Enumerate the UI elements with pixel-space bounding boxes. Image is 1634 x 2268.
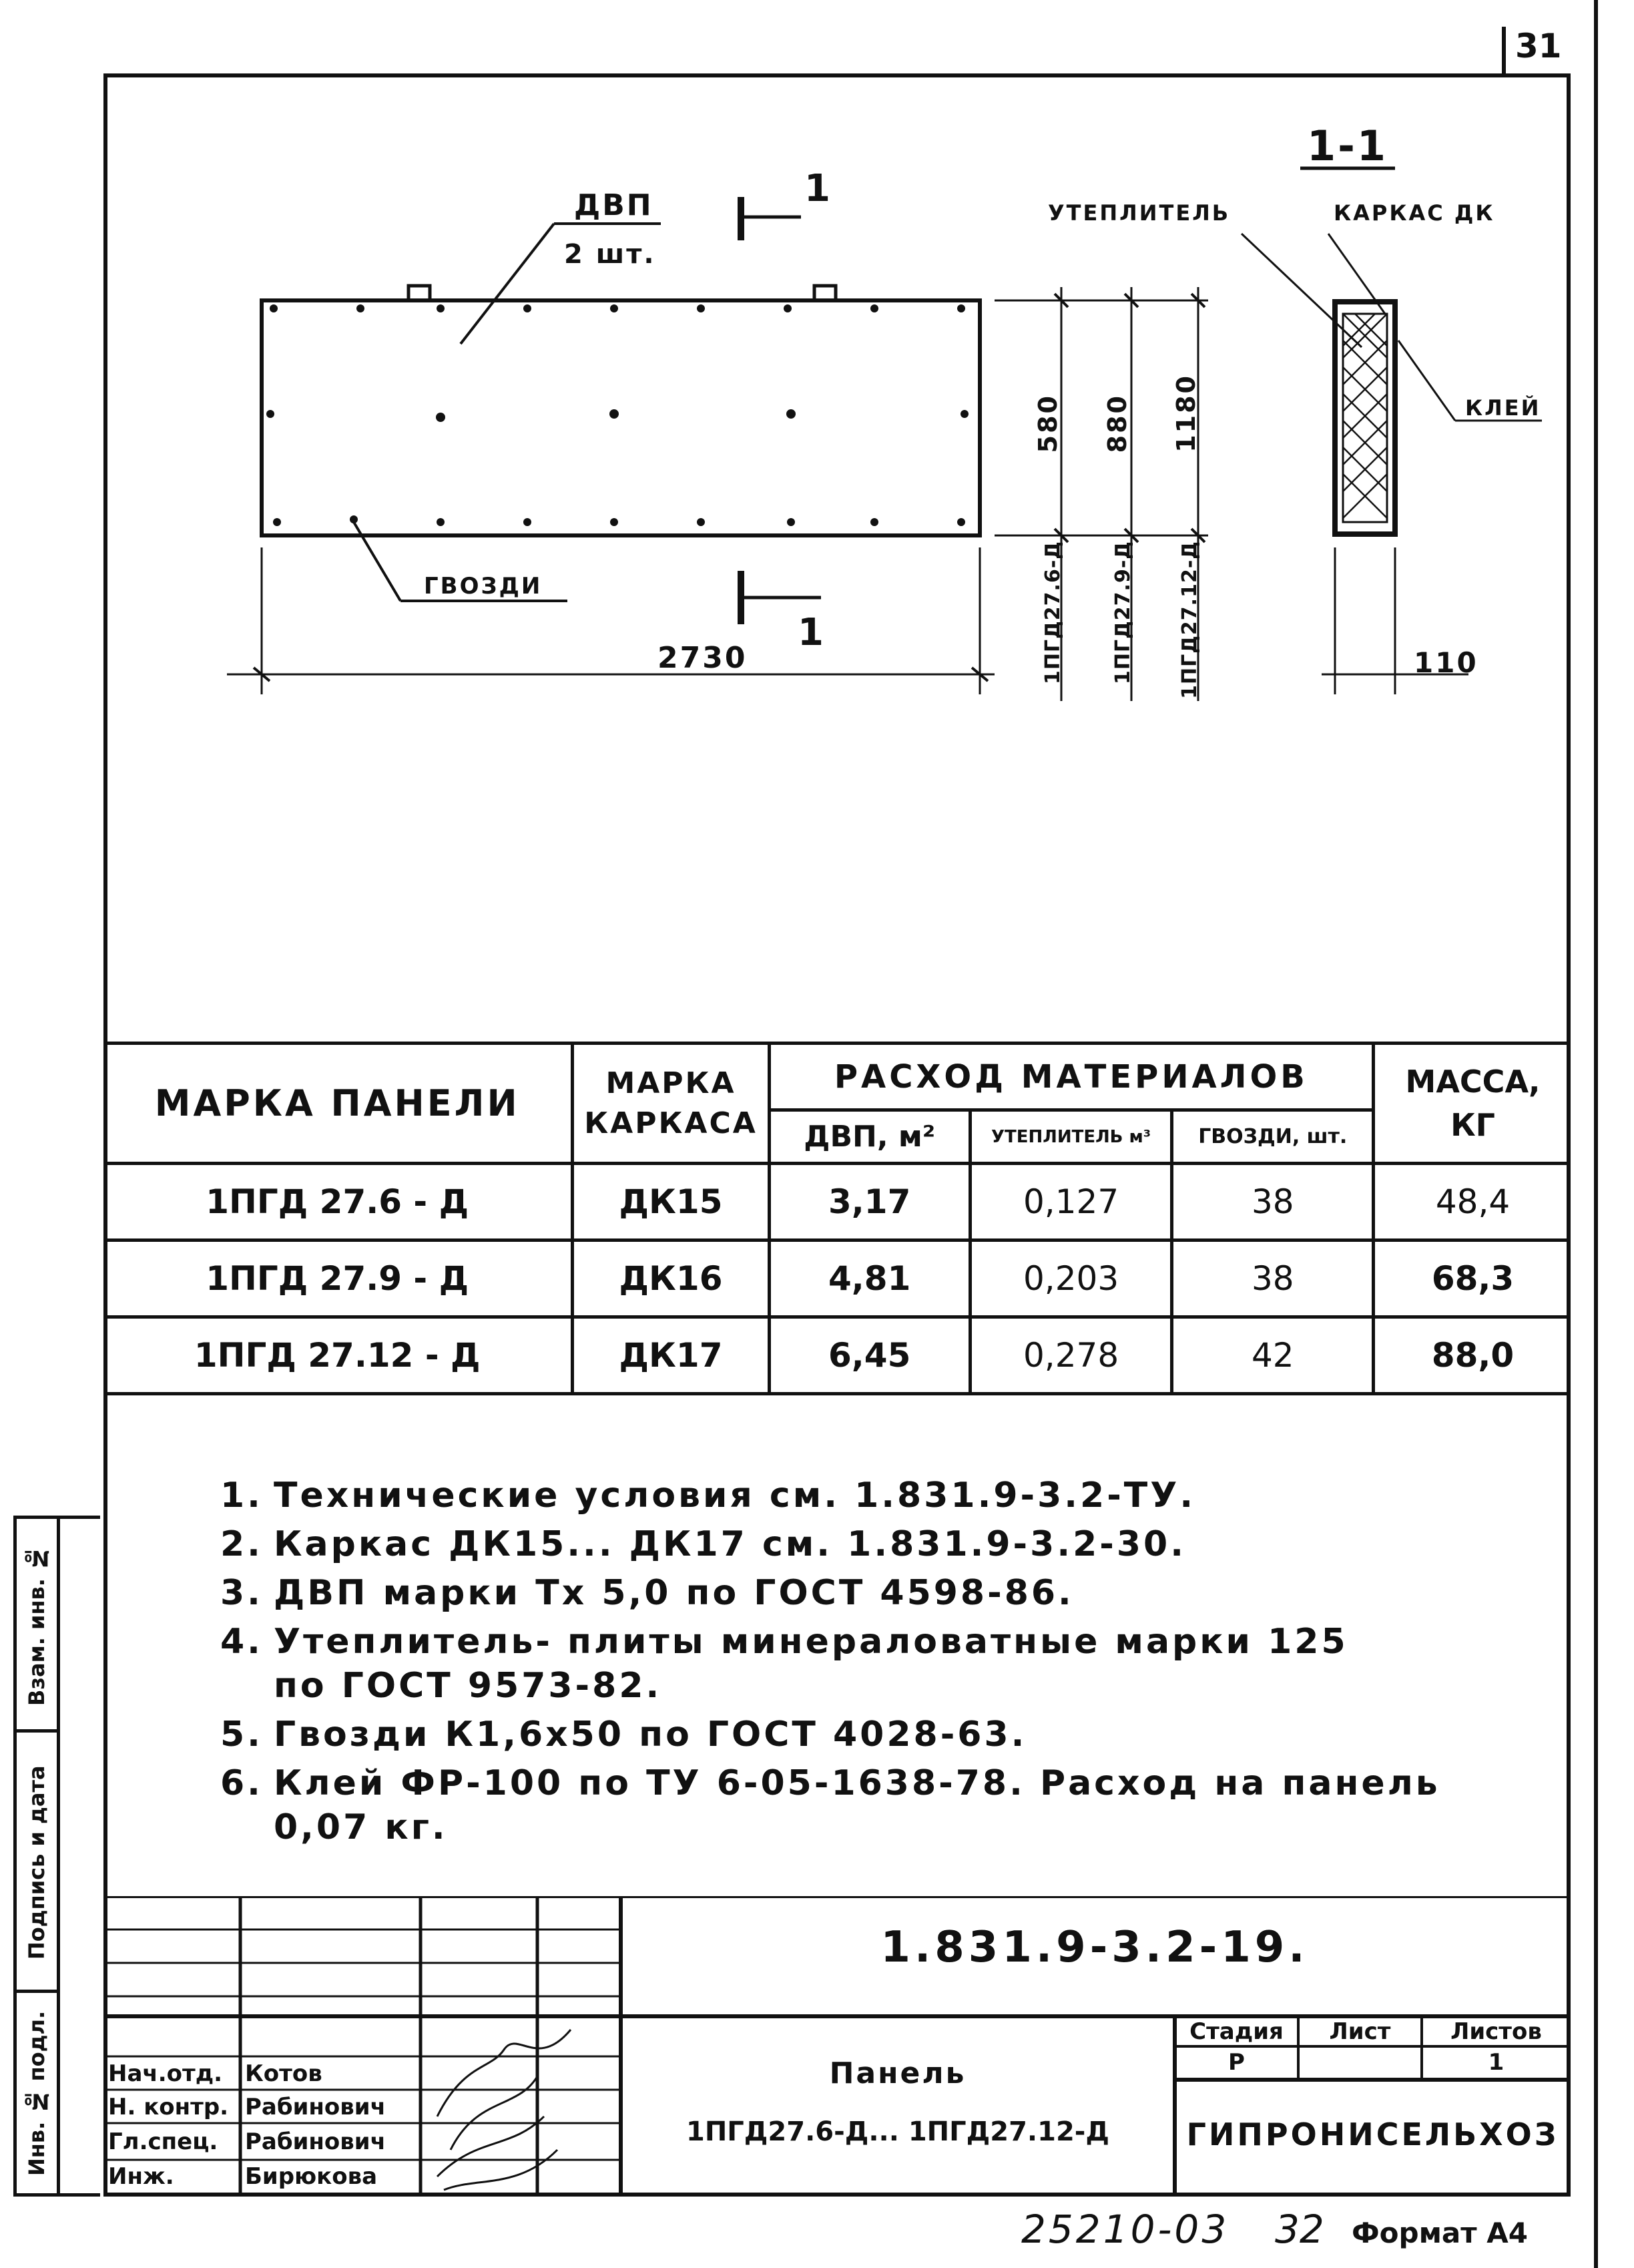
stamp-role: Инж. [108, 2163, 174, 2190]
cell-insulation: 0,127 [970, 1164, 1172, 1240]
archive-number: 25210-03 [1021, 2207, 1230, 2252]
stamp-name: Рабинович [245, 2128, 386, 2155]
header-frame-line2: КАРКАСА [584, 1106, 758, 1140]
dim-thickness: 110 [1414, 646, 1478, 679]
note-text: Каркас ДК15... ДК17 см. 1.831.9-3.2-30. [274, 1524, 1186, 1564]
stamp-organization: ГИПРОНИСЕЛЬХОЗ [1186, 2116, 1559, 2152]
cell-nails: 38 [1172, 1240, 1374, 1317]
section-mark-top: 1 [804, 167, 832, 210]
dim-height-2: 880 [1103, 394, 1132, 453]
stamp-sheets: 1 [1488, 2049, 1505, 2076]
note-item [220, 1763, 1440, 1803]
panel-lug-right [814, 286, 836, 300]
page-number: 31 [1515, 27, 1562, 65]
stamp-header-stage: Стадия [1189, 2018, 1284, 2045]
stamp-title-line2: 1ПГД27.6-Д... 1ПГД27.12-Д [686, 2116, 1110, 2147]
note-text: Технические условия см. 1.831.9-3.2-ТУ. [274, 1476, 1196, 1516]
section-insulation [1343, 314, 1387, 522]
dim-height-1: 580 [1033, 394, 1063, 453]
header-nails: ГВОЗДИ, шт. [1172, 1110, 1374, 1164]
cell-panel: 1ПГД 27.6 - Д [103, 1164, 573, 1240]
cell-frame: ДК16 [573, 1240, 769, 1317]
stamp-title-line1: Панель [829, 2056, 967, 2090]
panel-lug-left [408, 286, 430, 300]
header-dvp: ДВП, м² [769, 1110, 970, 1164]
cell-panel: 1ПГД 27.12 - Д [103, 1317, 573, 1394]
signatures [437, 2030, 571, 2190]
label-frame: КАРКАС ДК [1334, 200, 1495, 226]
cell-nails: 42 [1172, 1317, 1374, 1394]
header-panel: МАРКА ПАНЕЛИ [103, 1044, 573, 1164]
note-number: 1. [220, 1476, 263, 1516]
table-row [103, 1240, 1571, 1317]
cell-frame: ДК17 [573, 1317, 769, 1394]
header-mass-unit: КГ [1450, 1106, 1495, 1143]
note-item [220, 1666, 661, 1706]
note-number: 5. [220, 1715, 263, 1755]
side-label-sign-date: Подпись и дата [24, 1765, 49, 1960]
note-text: 0,07 кг. [274, 1807, 448, 1847]
note-number: 6. [220, 1763, 263, 1803]
cell-dvp: 4,81 [769, 1240, 970, 1317]
note-item [220, 1476, 1195, 1516]
side-label-vzam: Взам. инв. № [24, 1545, 49, 1707]
cell-dvp: 6,45 [769, 1317, 970, 1394]
label-glue: КЛЕЙ [1465, 395, 1541, 421]
stamp-header-sheets: Листов [1450, 2018, 1542, 2045]
dim-height-3: 1180 [1171, 374, 1201, 453]
note-item [220, 1622, 1348, 1662]
note-number: 2. [220, 1524, 263, 1564]
note-number: 3. [220, 1573, 263, 1613]
header-insulation: УТЕПЛИТЕЛЬ м³ [970, 1110, 1172, 1164]
stamp-header-sheet: Лист [1329, 2018, 1391, 2045]
cell-dvp: 3,17 [769, 1164, 970, 1240]
note-item [220, 1715, 1027, 1755]
stamp-role: Гл.спец. [108, 2128, 218, 2155]
cell-frame: ДК15 [573, 1164, 769, 1240]
stamp-stage: Р [1228, 2049, 1245, 2076]
stamp-role: Н. контр. [108, 2094, 229, 2120]
note-text: Гвозди К1,6х50 по ГОСТ 4028-63. [274, 1715, 1027, 1755]
cell-mass: 88,0 [1374, 1317, 1571, 1394]
cell-mass: 48,4 [1374, 1164, 1571, 1240]
stamp-name: Котов [245, 2060, 322, 2087]
doc-code: 1.831.9-3.2-19. [880, 1923, 1309, 1972]
stamp-name: Рабинович [245, 2094, 386, 2120]
header-mass [1374, 1044, 1571, 1164]
header-mass-label: МАССА, [1405, 1064, 1541, 1100]
dim-panel-3: 1ПГД27.12-Д [1178, 541, 1201, 699]
label-dvp-qty: 2 шт. [564, 239, 656, 270]
header-frame [573, 1044, 769, 1164]
table-row [103, 1317, 1571, 1394]
label-nails: ГВОЗДИ [424, 573, 543, 600]
footer-number: 32 [1275, 2207, 1324, 2252]
stamp-role: Нач.отд. [108, 2060, 223, 2087]
table-row [103, 1164, 1571, 1240]
format-label: Формат А4 [1352, 2217, 1528, 2249]
note-text: Клей ФР-100 по ТУ 6-05-1638-78. Расход на панель [274, 1763, 1440, 1803]
header-consumption: РАСХОД МАТЕРИАЛОВ [769, 1044, 1373, 1110]
note-item [220, 1573, 1074, 1613]
materials-table [103, 1042, 1571, 1395]
panel-outline [262, 300, 980, 535]
dim-panel-1: 1ПГД27.6-Д [1041, 541, 1065, 685]
cell-nails: 38 [1172, 1164, 1374, 1240]
dim-panel-2: 1ПГД27.9-Д [1111, 541, 1135, 685]
stamp-name: Бирюкова [245, 2163, 378, 2190]
cell-mass: 68,3 [1374, 1240, 1571, 1317]
note-text: Утеплитель- плиты минераловатные марки 125 [274, 1622, 1348, 1662]
cell-insulation: 0,278 [970, 1317, 1172, 1394]
section-mark-bottom: 1 [798, 611, 826, 654]
label-insulation: УТЕПЛИТЕЛЬ [1048, 200, 1231, 226]
side-label-inv-no: Инв. № подл. [24, 2010, 49, 2176]
insulation-hatch [1343, 314, 1387, 518]
note-item [220, 1524, 1186, 1564]
panel-drawing [0, 0, 1634, 1042]
cell-insulation: 0,203 [970, 1240, 1172, 1317]
side-strip [13, 1516, 100, 2197]
note-text: по ГОСТ 9573-82. [274, 1666, 662, 1706]
cell-panel: 1ПГД 27.9 - Д [103, 1240, 573, 1317]
note-text: ДВП марки Тх 5,0 по ГОСТ 4598-86. [274, 1573, 1074, 1613]
label-dvp: ДВП [574, 188, 653, 222]
section-title: 1-1 [1307, 122, 1388, 170]
note-item [220, 1807, 448, 1847]
header-frame-line1: МАРКА [605, 1066, 736, 1101]
nail-dots [266, 304, 969, 526]
dim-length: 2730 [657, 641, 748, 675]
note-number: 4. [220, 1622, 263, 1662]
